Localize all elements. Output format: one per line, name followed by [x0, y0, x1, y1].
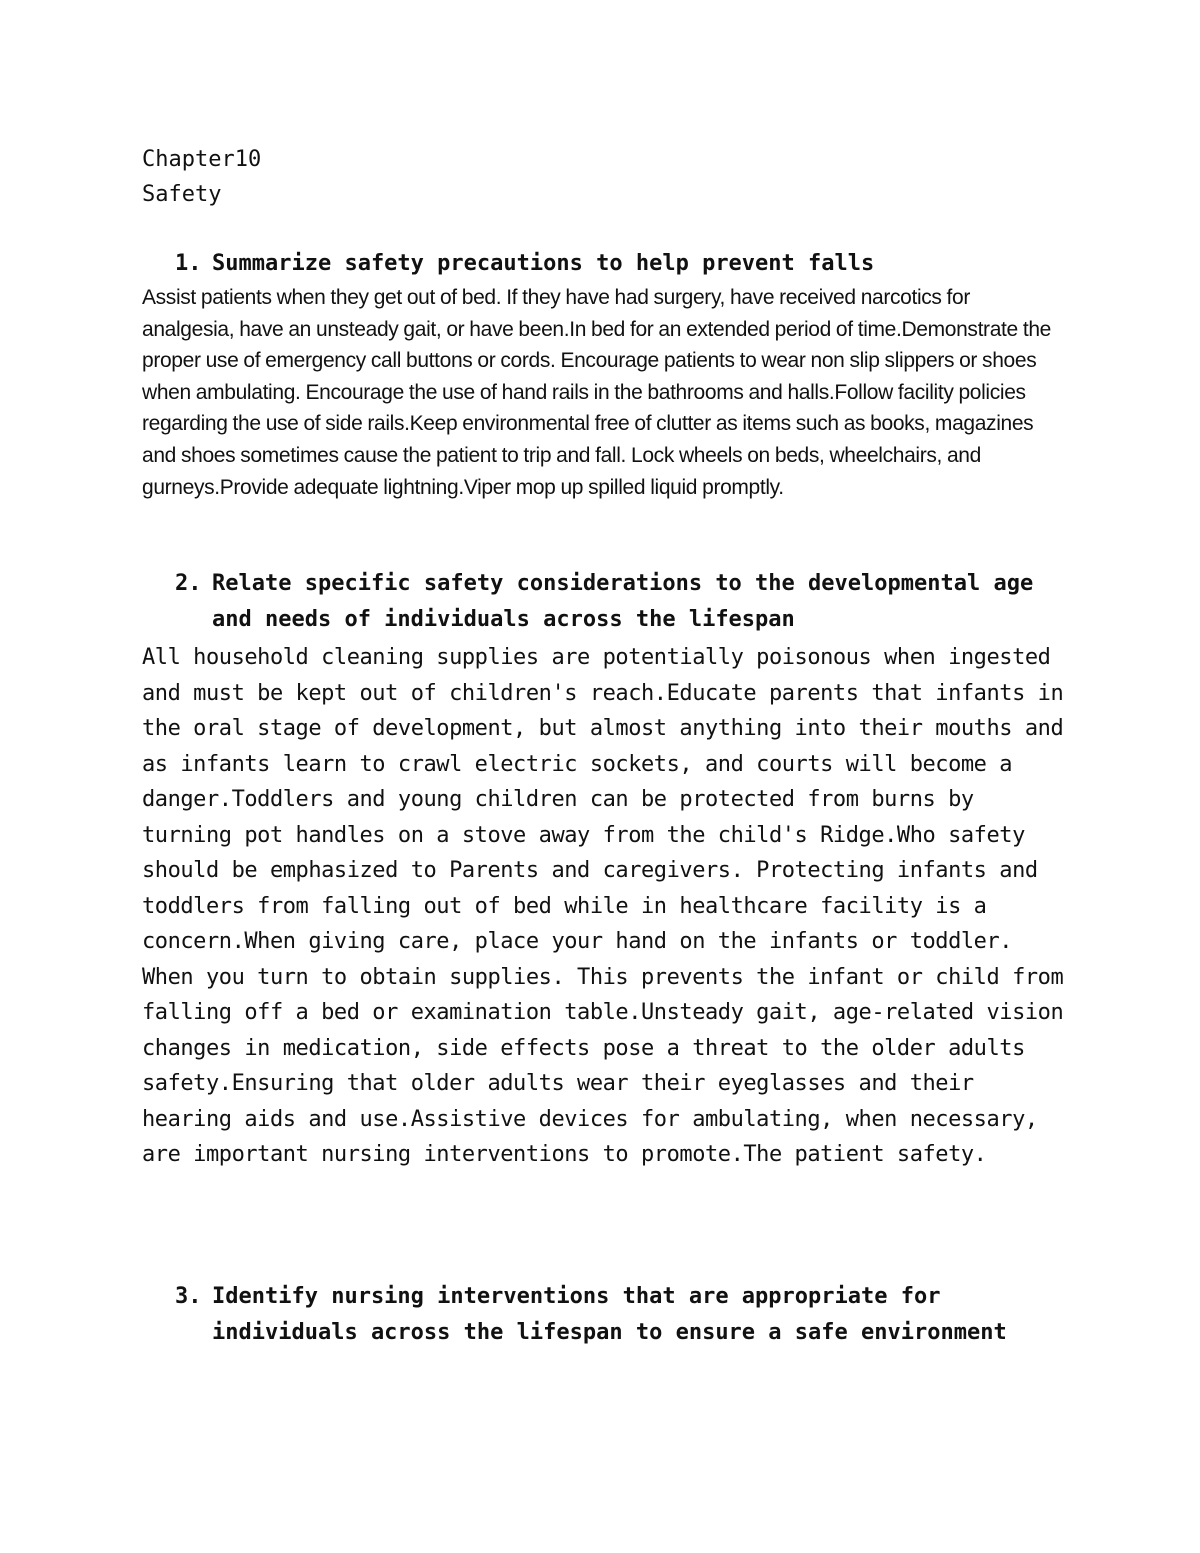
question-1-heading — [175, 246, 1075, 282]
question-1-number: 1. — [175, 251, 202, 276]
subject-title: Safety — [142, 182, 222, 207]
question-1-answer: Assist patients when they get out of bed. If they have had surgery, have received narcotics for analgesia, have an unsteady gait, or have been.In bed for an extended period of time.Demonstrate the proper use of emergency call buttons or cords. Encourage patients to wear non slip slippers or shoes when ambulating. Encourage the use of hand rails in the bathrooms and halls.Follow facility policies regarding the use of side rails.Keep environmental free of clutter as items such as books, magazines and shoes sometimes cause the patient to trip and fall. Lock wheels on beds, wheelchairs, and gurneys.Provide adequate lightning.Viper mop up spilled liquid promptly. — [142, 286, 1051, 499]
question-3-number: 3. — [175, 1284, 202, 1309]
chapter-title: Chapter10 — [142, 147, 262, 172]
question-1-text: Summarize safety precautions to help prevent falls — [212, 251, 875, 276]
question-2-text: Relate specific safety considerations to the developmental age and needs of individuals across the lifespan — [212, 571, 1034, 632]
question-3-heading — [175, 1279, 1075, 1351]
document-header — [142, 142, 261, 212]
question-3-text: Identify nursing interventions that are appropriate for individuals across the lifespan to ensure a safe environment — [212, 1284, 1007, 1345]
question-2-number: 2. — [175, 571, 202, 596]
question-2-heading — [175, 566, 1075, 638]
question-2-answer: All household cleaning supplies are potentially poisonous when ingested and must be kept out of children's reach.Educate parents that infants in the oral stage of development, but almost anything into their mouths and as infants learn to crawl electric sockets, and courts will become a danger.Toddlers and young children can be protected from burns by turning pot handles on a stove away from the child's Ridge.Who safety should be emphasized to Parents and caregivers. Protecting infants and toddlers from falling out of bed while in healthcare facility is a concern.When giving care, place your hand on the infants or toddler. When you turn to obtain supplies. This prevents the infant or child from falling off a bed or examination table.Unsteady gait, age-related vision changes in medication, side effects pose a threat to the older adults safety.Ensuring that older adults wear their eyeglasses and their hearing aids and use.Assistive devices for ambulating, when necessary, are important nursing interventions to promote.The patient safety. — [142, 645, 1064, 1167]
